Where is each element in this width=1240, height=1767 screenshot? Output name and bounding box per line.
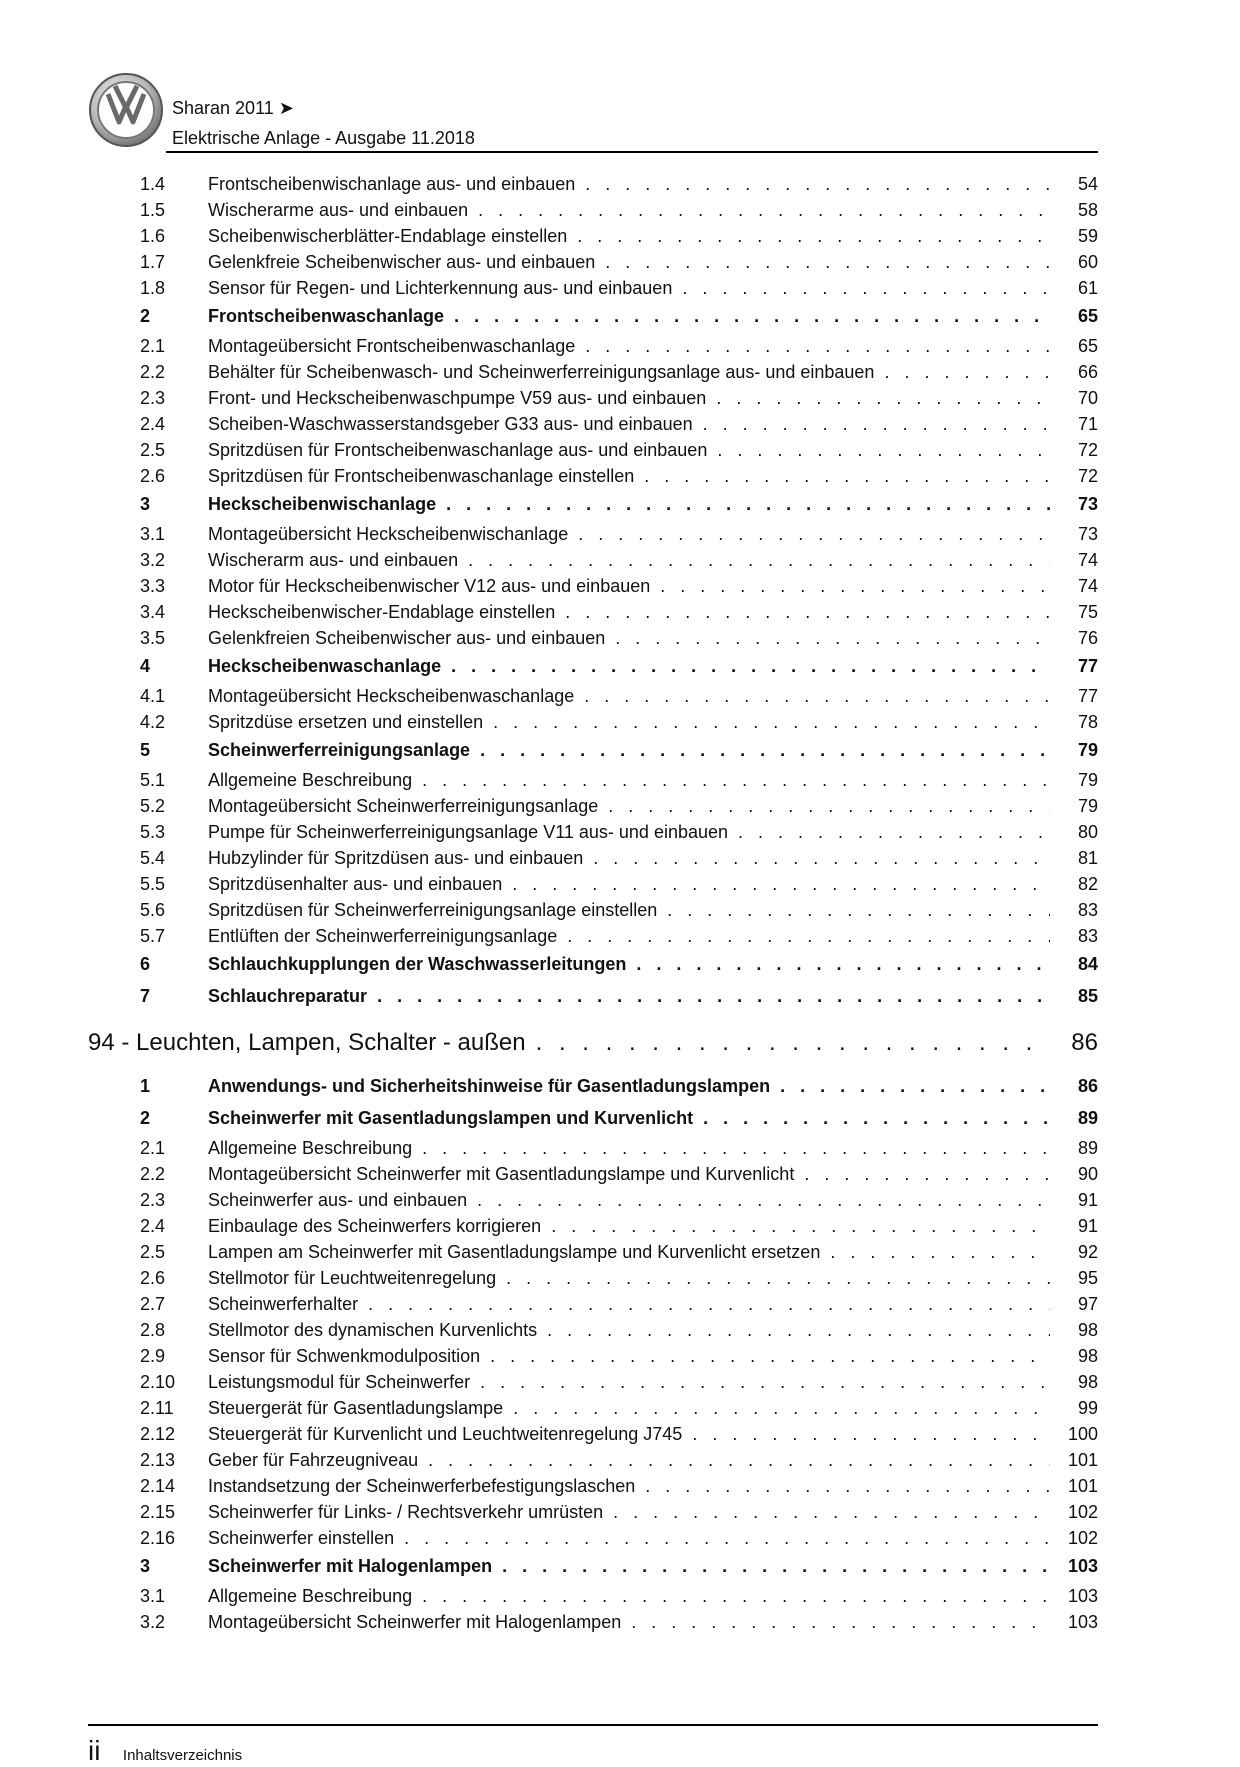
footer-label: Inhaltsverzeichnis: [122, 1747, 243, 1764]
table-of-contents: [88, 175, 1098, 1639]
toc-subsection[interactable]: [88, 279, 1098, 305]
toc-number: 2.6: [140, 1268, 166, 1288]
toc-leader: [480, 741, 1050, 759]
toc-number: 3: [140, 494, 151, 514]
toc-leader: [804, 1165, 1050, 1183]
toc-subsection[interactable]: [88, 1165, 1098, 1191]
toc-leader: [565, 603, 1050, 621]
toc-title: Montageübersicht Heckscheibenwischanlage: [208, 524, 569, 544]
page-number: ii: [88, 1735, 101, 1766]
toc-subsection[interactable]: [88, 175, 1098, 201]
toc-page: 72: [1077, 466, 1098, 486]
toc-leader: [667, 901, 1050, 919]
toc-subsection[interactable]: [88, 525, 1098, 551]
toc-subsection[interactable]: [88, 363, 1098, 389]
toc-number: 3.2: [140, 1612, 166, 1632]
toc-page: 100: [1067, 1424, 1098, 1444]
toc-number: 3.2: [140, 550, 166, 570]
toc-page: 58: [1077, 200, 1098, 220]
toc-title: Spritzdüsenhalter aus- und einbauen: [208, 874, 503, 894]
toc-page: 61: [1077, 278, 1098, 298]
toc-page: 54: [1077, 174, 1098, 194]
toc-leader: [593, 849, 1050, 867]
toc-title: Spritzdüsen für Frontscheibenwaschanlage einstellen: [208, 466, 635, 486]
toc-subsection[interactable]: [88, 1451, 1098, 1477]
toc-subsection[interactable]: [88, 415, 1098, 441]
toc-leader: [585, 175, 1050, 193]
toc-leader: [480, 1373, 1050, 1391]
toc-page: 74: [1077, 576, 1098, 596]
toc-number: 2: [140, 1108, 151, 1128]
toc-number: 5.6: [140, 900, 166, 920]
toc-page: 79: [1077, 770, 1098, 790]
toc-number: 2.14: [140, 1476, 176, 1496]
toc-leader: [446, 495, 1050, 513]
toc-page: 70: [1077, 388, 1098, 408]
toc-page: 72: [1077, 440, 1098, 460]
toc-number: 3.5: [140, 628, 166, 648]
toc-page: 103: [1067, 1556, 1098, 1576]
toc-number: 1.5: [140, 200, 166, 220]
toc-number: 2.2: [140, 1164, 166, 1184]
toc-number: 2.15: [140, 1502, 176, 1522]
toc-leader: [830, 1243, 1050, 1261]
toc-page: 81: [1077, 848, 1098, 868]
toc-leader: [703, 415, 1050, 433]
toc-subsection[interactable]: [88, 1529, 1098, 1555]
toc-number: 6: [140, 954, 151, 974]
toc-title: Montageübersicht Frontscheibenwaschanlage: [208, 336, 576, 356]
toc-subsection[interactable]: [88, 823, 1098, 849]
toc-number: 2.9: [140, 1346, 166, 1366]
toc-title: Sensor für Schwenkmodulposition: [208, 1346, 481, 1366]
toc-page: 77: [1077, 686, 1098, 706]
toc-title: Stellmotor für Leuchtweitenregelung: [208, 1268, 497, 1288]
toc-title: Scheinwerfer aus- und einbauen: [208, 1190, 468, 1210]
toc-page: 79: [1077, 796, 1098, 816]
toc-subsection[interactable]: [88, 901, 1098, 927]
toc-section[interactable]: [88, 985, 1098, 1017]
toc-number: 4.2: [140, 712, 166, 732]
toc-number: 2.12: [140, 1424, 176, 1444]
toc-leader: [644, 467, 1050, 485]
toc-page: 66: [1077, 362, 1098, 382]
toc-leader: [468, 551, 1050, 569]
toc-leader: [605, 253, 1050, 271]
toc-page: 82: [1077, 874, 1098, 894]
toc-leader: [512, 875, 1050, 893]
toc-subsection[interactable]: [88, 629, 1098, 655]
toc-title: Heckscheibenwaschanlage: [208, 656, 442, 676]
toc-leader: [477, 1191, 1050, 1209]
toc-number: 2.13: [140, 1450, 176, 1470]
footer-divider: [88, 1724, 1098, 1726]
toc-title: Stellmotor des dynamischen Kurvenlichts: [208, 1320, 538, 1340]
toc-subsection[interactable]: [88, 389, 1098, 415]
toc-subsection[interactable]: [88, 1321, 1098, 1347]
toc-page: 99: [1077, 1398, 1098, 1418]
toc-subsection[interactable]: [88, 1425, 1098, 1451]
toc-leader: [513, 1399, 1050, 1417]
toc-number: 1: [140, 1076, 151, 1096]
toc-title: Behälter für Scheibenwasch- und Scheinwerferreinigungsanlage aus- und einbauen: [208, 362, 875, 382]
toc-title: Allgemeine Beschreibung: [208, 1586, 413, 1606]
toc-page: 76: [1077, 628, 1098, 648]
toc-page: 97: [1077, 1294, 1098, 1314]
toc-title: Lampen am Scheinwerfer mit Gasentladungslampe und Kurvenlicht ersetzen: [208, 1242, 821, 1262]
toc-subsection[interactable]: [88, 1347, 1098, 1373]
toc-page: 79: [1077, 740, 1098, 760]
toc-subsection[interactable]: [88, 1587, 1098, 1613]
toc-number: 2.7: [140, 1294, 166, 1314]
toc-number: 3.3: [140, 576, 166, 596]
toc-title: Frontscheibenwaschanlage: [208, 306, 445, 326]
toc-page: 59: [1077, 226, 1098, 246]
toc-leader: [584, 687, 1050, 705]
toc-number: 2.3: [140, 388, 166, 408]
toc-title: Motor für Heckscheibenwischer V12 aus- und einbauen: [208, 576, 651, 596]
toc-title: Steuergerät für Kurvenlicht und Leuchtweitenregelung J745: [208, 1424, 683, 1444]
toc-number: 3.4: [140, 602, 166, 622]
page-footer: [88, 1735, 242, 1767]
toc-page: 85: [1077, 986, 1098, 1006]
toc-leader: [738, 823, 1050, 841]
toc-title: Steuergerät für Gasentladungslampe: [208, 1398, 504, 1418]
toc-section[interactable]: [88, 1107, 1098, 1139]
toc-page: 101: [1067, 1450, 1098, 1470]
toc-leader: [451, 657, 1050, 675]
toc-leader: [585, 337, 1050, 355]
toc-page: 83: [1077, 900, 1098, 920]
toc-page: 77: [1077, 656, 1098, 676]
toc-leader: [454, 307, 1050, 325]
toc-number: 2.6: [140, 466, 166, 486]
toc-page: 78: [1077, 712, 1098, 732]
toc-subsection[interactable]: [88, 1191, 1098, 1217]
toc-title: Heckscheibenwischer-Endablage einstellen: [208, 602, 556, 622]
toc-number: 2.10: [140, 1372, 176, 1392]
toc-leader: [636, 955, 1050, 973]
toc-subsection[interactable]: [88, 1269, 1098, 1295]
toc-number: 1.4: [140, 174, 166, 194]
toc-subsection[interactable]: [88, 1399, 1098, 1425]
toc-leader: [502, 1557, 1050, 1575]
toc-leader: [703, 1109, 1050, 1127]
toc-subsection[interactable]: [88, 875, 1098, 901]
toc-title: Pumpe für Scheinwerferreinigungsanlage V11 aus- und einbauen: [208, 822, 729, 842]
toc-title: Instandsetzung der Scheinwerferbefestigungslaschen: [208, 1476, 636, 1496]
toc-leader: [404, 1529, 1050, 1547]
toc-number: 2.1: [140, 1138, 166, 1158]
toc-section[interactable]: [88, 1075, 1098, 1107]
toc-title: Scheinwerfer mit Halogenlampen: [208, 1556, 493, 1576]
toc-leader: [478, 201, 1050, 219]
toc-number: 5.7: [140, 926, 166, 946]
toc-subsection[interactable]: [88, 253, 1098, 279]
toc-leader: [551, 1217, 1050, 1235]
toc-leader: [490, 1347, 1050, 1365]
toc-title: Scheinwerferhalter: [208, 1294, 359, 1314]
toc-subsection[interactable]: [88, 1613, 1098, 1639]
toc-title: Sensor für Regen- und Lichterkennung aus- und einbauen: [208, 278, 673, 298]
toc-number: 5.2: [140, 796, 166, 816]
toc-title: Geber für Fahrzeugniveau: [208, 1450, 419, 1470]
toc-title: Allgemeine Beschreibung: [208, 770, 413, 790]
toc-number: 5: [140, 740, 151, 760]
toc-title: Scheinwerfer einstellen: [208, 1528, 395, 1548]
toc-title: Scheinwerfer für Links- / Rechtsverkehr umrüsten: [208, 1502, 604, 1522]
toc-subsection[interactable]: [88, 201, 1098, 227]
toc-leader: [567, 927, 1050, 945]
toc-title: Gelenkfreien Scheibenwischer aus- und einbauen: [208, 628, 606, 648]
toc-page: 73: [1077, 524, 1098, 544]
toc-number: 2.1: [140, 336, 166, 356]
toc-leader: [692, 1425, 1050, 1443]
toc-leader: [660, 577, 1050, 595]
toc-title: Spritzdüsen für Frontscheibenwaschanlage aus- und einbauen: [208, 440, 708, 460]
toc-subsection[interactable]: [88, 713, 1098, 739]
toc-title: Spritzdüse ersetzen und einstellen: [208, 712, 484, 732]
toc-subsection[interactable]: [88, 551, 1098, 577]
toc-number: 2.11: [140, 1398, 174, 1418]
toc-section[interactable]: [88, 655, 1098, 687]
page-header: [88, 72, 1098, 152]
toc-page: 102: [1067, 1502, 1098, 1522]
toc-subsection[interactable]: [88, 577, 1098, 603]
toc-leader: [645, 1477, 1050, 1495]
toc-leader: [608, 797, 1050, 815]
toc-page: 98: [1077, 1346, 1098, 1366]
header-divider: [166, 151, 1098, 153]
toc-subsection[interactable]: [88, 849, 1098, 875]
toc-page: 91: [1077, 1216, 1098, 1236]
toc-title: Wischerarm aus- und einbauen: [208, 550, 459, 570]
toc-number: 1.6: [140, 226, 166, 246]
toc-leader: [547, 1321, 1050, 1339]
toc-page: 98: [1077, 1372, 1098, 1392]
toc-leader: [536, 1031, 1050, 1055]
toc-subsection[interactable]: [88, 1139, 1098, 1165]
toc-leader: [368, 1295, 1050, 1313]
toc-number: 1.7: [140, 252, 166, 272]
toc-number: 2.8: [140, 1320, 166, 1340]
toc-page: 73: [1077, 494, 1098, 514]
toc-title: Scheinwerfer mit Gasentladungslampen und Kurvenlicht: [208, 1108, 694, 1128]
toc-title: Heckscheibenwischanlage: [208, 494, 437, 514]
toc-section[interactable]: [88, 305, 1098, 337]
toc-leader: [578, 525, 1050, 543]
toc-page: 65: [1077, 306, 1098, 326]
toc-title: Schlauchreparatur: [208, 986, 368, 1006]
toc-title: Frontscheibenwischanlage aus- und einbauen: [208, 174, 576, 194]
toc-subsection[interactable]: [88, 1295, 1098, 1321]
toc-page: 65: [1077, 336, 1098, 356]
toc-subsection[interactable]: [88, 797, 1098, 823]
toc-subsection[interactable]: [88, 337, 1098, 363]
toc-title: Montageübersicht Scheinwerfer mit Gasentladungslampe und Kurvenlicht: [208, 1164, 795, 1184]
toc-title: Scheibenwischerblätter-Endablage einstellen: [208, 226, 568, 246]
toc-number: 3: [140, 1556, 151, 1576]
edition-subtitle: Elektrische Anlage - Ausgabe 11.2018: [172, 128, 475, 148]
toc-leader: [615, 629, 1050, 647]
toc-title: Wischerarme aus- und einbauen: [208, 200, 469, 220]
toc-subsection[interactable]: [88, 603, 1098, 629]
toc-title: Montageübersicht Heckscheibenwaschanlage: [208, 686, 575, 706]
toc-number: 2.5: [140, 1242, 166, 1262]
toc-number: 1.8: [140, 278, 166, 298]
toc-number: 2.4: [140, 1216, 166, 1236]
toc-subsection[interactable]: [88, 467, 1098, 493]
toc-page: 90: [1077, 1164, 1098, 1184]
toc-leader: [613, 1503, 1050, 1521]
toc-leader: [422, 1139, 1050, 1157]
toc-title: Leistungsmodul für Scheinwerfer: [208, 1372, 471, 1392]
toc-section[interactable]: [88, 493, 1098, 525]
toc-title: Scheiben-Waschwasserstandsgeber G33 aus- und einbauen: [208, 414, 693, 434]
toc-title: Montageübersicht Scheinwerferreinigungsanlage: [208, 796, 599, 816]
toc-number: 2.4: [140, 414, 166, 434]
toc-page: 92: [1077, 1242, 1098, 1262]
toc-title: Allgemeine Beschreibung: [208, 1138, 413, 1158]
toc-number: 5.3: [140, 822, 166, 842]
toc-page: 71: [1077, 414, 1098, 434]
toc-page: 60: [1077, 252, 1098, 272]
toc-leader: [780, 1077, 1050, 1095]
toc-leader: [493, 713, 1050, 731]
toc-title: 94 - Leuchten, Lampen, Schalter - außen: [88, 1029, 526, 1056]
toc-chapter[interactable]: [88, 1017, 1098, 1075]
toc-leader: [716, 389, 1050, 407]
toc-leader: [422, 771, 1050, 789]
toc-title: Spritzdüsen für Scheinwerferreinigungsanlage einstellen: [208, 900, 658, 920]
toc-page: 103: [1067, 1612, 1098, 1632]
toc-page: 80: [1077, 822, 1098, 842]
toc-number: 2: [140, 306, 151, 326]
toc-number: 2.16: [140, 1528, 176, 1548]
toc-section[interactable]: [88, 953, 1098, 985]
toc-title: Einbaulage des Scheinwerfers korrigieren: [208, 1216, 542, 1236]
toc-subsection[interactable]: [88, 1217, 1098, 1243]
toc-number: 5.1: [140, 770, 166, 790]
toc-subsection[interactable]: [88, 1503, 1098, 1529]
toc-title: Montageübersicht Scheinwerfer mit Halogenlampen: [208, 1612, 622, 1632]
toc-number: 4.1: [140, 686, 166, 706]
toc-leader: [428, 1451, 1050, 1469]
toc-page: 91: [1077, 1190, 1098, 1210]
toc-number: 7: [140, 986, 151, 1006]
model-title: Sharan 2011 ➤: [172, 98, 294, 118]
toc-title: Gelenkfreie Scheibenwischer aus- und einbauen: [208, 252, 596, 272]
toc-page: 102: [1067, 1528, 1098, 1548]
toc-number: 5.5: [140, 874, 166, 894]
toc-title: Front- und Heckscheibenwaschpumpe V59 aus- und einbauen: [208, 388, 707, 408]
toc-title: Schlauchkupplungen der Waschwasserleitungen: [208, 954, 627, 974]
toc-leader: [631, 1613, 1050, 1631]
toc-page: 86: [1071, 1029, 1098, 1056]
toc-number: 2.5: [140, 440, 166, 460]
toc-page: 84: [1077, 954, 1098, 974]
toc-section[interactable]: [88, 1555, 1098, 1587]
toc-title: Anwendungs- und Sicherheitshinweise für Gasentladungslampen: [208, 1076, 771, 1096]
toc-subsection[interactable]: [88, 927, 1098, 953]
toc-leader: [506, 1269, 1050, 1287]
vw-logo-icon: [88, 72, 164, 148]
toc-subsection[interactable]: [88, 441, 1098, 467]
toc-leader: [422, 1587, 1050, 1605]
toc-page: 89: [1077, 1108, 1098, 1128]
toc-subsection[interactable]: [88, 1243, 1098, 1269]
toc-leader: [884, 363, 1050, 381]
toc-page: 75: [1077, 602, 1098, 622]
toc-leader: [377, 987, 1050, 1005]
toc-subsection[interactable]: [88, 227, 1098, 253]
toc-number: 5.4: [140, 848, 166, 868]
toc-title: Hubzylinder für Spritzdüsen aus- und einbauen: [208, 848, 584, 868]
toc-page: 74: [1077, 550, 1098, 570]
toc-number: 3.1: [140, 1586, 166, 1606]
toc-title: Scheinwerferreinigungsanlage: [208, 740, 471, 760]
toc-page: 98: [1077, 1320, 1098, 1340]
toc-leader: [577, 227, 1050, 245]
toc-number: 2.2: [140, 362, 166, 382]
toc-number: 4: [140, 656, 151, 676]
toc-number: 3.1: [140, 524, 166, 544]
toc-leader: [682, 279, 1050, 297]
toc-page: 95: [1077, 1268, 1098, 1288]
toc-number: 2.3: [140, 1190, 166, 1210]
toc-page: 89: [1077, 1138, 1098, 1158]
toc-page: 101: [1067, 1476, 1098, 1496]
toc-title: Entlüften der Scheinwerferreinigungsanlage: [208, 926, 558, 946]
toc-subsection[interactable]: [88, 1477, 1098, 1503]
toc-leader: [717, 441, 1050, 459]
toc-page: 103: [1067, 1586, 1098, 1606]
toc-subsection[interactable]: [88, 1373, 1098, 1399]
toc-subsection[interactable]: [88, 687, 1098, 713]
toc-page: 83: [1077, 926, 1098, 946]
toc-page: 86: [1077, 1076, 1098, 1096]
toc-section[interactable]: [88, 739, 1098, 771]
toc-subsection[interactable]: [88, 771, 1098, 797]
